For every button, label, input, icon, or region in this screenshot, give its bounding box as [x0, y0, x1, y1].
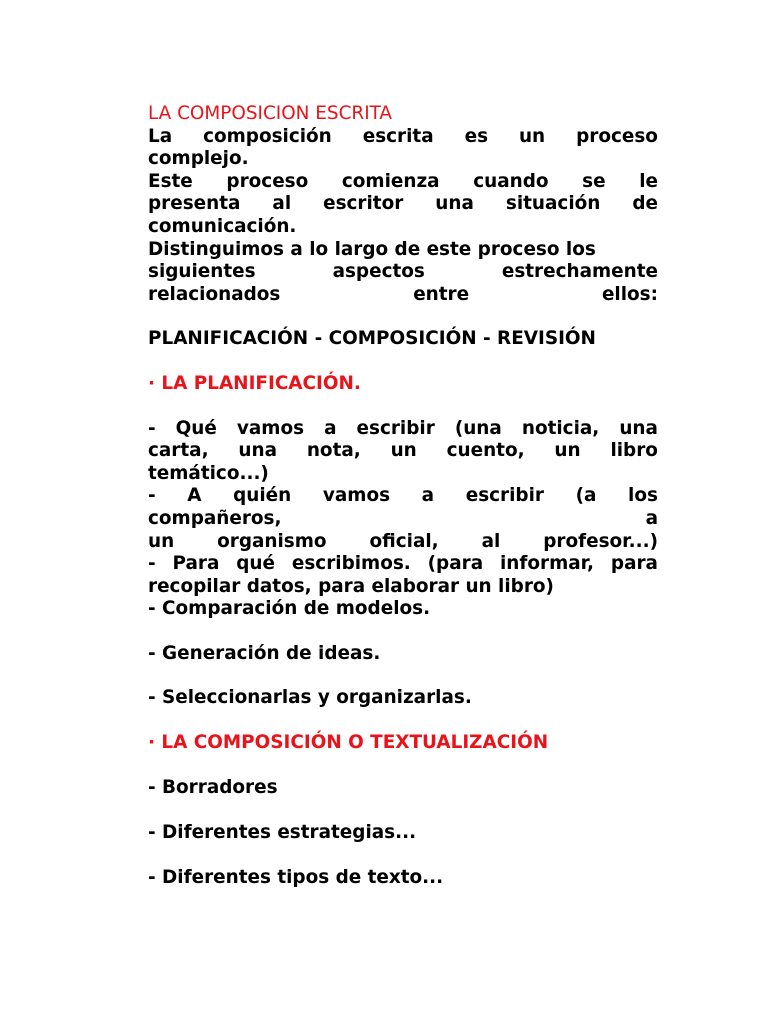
word: Este — [148, 170, 193, 192]
section-heading-composition: · LA COMPOSICIÓN O TEXTUALIZACIÓN — [148, 732, 549, 754]
intro-line — [148, 126, 658, 149]
word: escribir — [465, 485, 544, 507]
list-item-line — [148, 576, 658, 599]
word: Para — [172, 553, 220, 575]
word: oficial, — [369, 530, 439, 552]
word: (a — [575, 485, 597, 507]
word: compañeros, — [148, 507, 282, 529]
word: relacionados — [148, 283, 281, 305]
intro-line — [148, 148, 658, 171]
intro-line — [148, 171, 658, 194]
word: los — [628, 485, 658, 507]
word: temático...) — [148, 462, 269, 484]
word: recopilar datos, para elaborar un libro) — [148, 575, 554, 597]
intro-line — [148, 216, 658, 239]
word: composición — [203, 125, 332, 147]
list-item-strategies: - Diferentes estrategias... — [148, 822, 417, 844]
word: Distinguimos a lo largo de este proceso los — [148, 238, 596, 260]
intro-line — [148, 193, 658, 216]
word: ellos: — [601, 283, 658, 305]
word: es — [464, 125, 489, 147]
word: una — [619, 417, 658, 439]
list-item-ideas: - Generación de ideas. — [148, 642, 381, 664]
list-item-line — [148, 553, 658, 576]
word: le — [639, 170, 658, 192]
list-item-line — [148, 598, 658, 621]
word: comunicación. — [148, 215, 297, 237]
word: noticia, — [521, 417, 600, 439]
word: entre — [413, 283, 470, 305]
word: aspectos — [332, 261, 425, 283]
document-page — [148, 103, 658, 889]
word: - Comparación de modelos. — [148, 598, 431, 620]
list-item-line — [148, 485, 658, 508]
word: al — [481, 530, 501, 552]
word: profesor...) — [543, 530, 658, 552]
list-item-drafts: - Borradores — [148, 776, 278, 798]
word: a — [421, 485, 435, 507]
intro-line — [148, 239, 658, 262]
word: cuento, — [446, 440, 525, 462]
list-item-select: - Seleccionarlas y organizarlas. — [148, 687, 472, 709]
list-item-line — [148, 531, 658, 554]
planning-list — [148, 418, 658, 621]
word: - — [148, 485, 156, 507]
word: se — [582, 170, 606, 192]
word: vamos — [236, 417, 305, 439]
word: comienza — [341, 170, 440, 192]
intro-line — [148, 284, 658, 307]
word: un — [148, 530, 175, 552]
word: (para — [427, 553, 484, 575]
word: organismo — [217, 530, 327, 552]
word: complejo. — [148, 148, 249, 170]
word: (una — [454, 417, 502, 439]
word: a — [645, 507, 658, 529]
list-item-line — [148, 418, 658, 441]
word: La — [148, 125, 173, 147]
list-item-line — [148, 440, 658, 463]
word: una — [435, 193, 474, 215]
word: libro — [610, 440, 658, 462]
word: una — [238, 440, 278, 462]
word: escribimos. — [291, 553, 411, 575]
list-item-line — [148, 508, 658, 531]
list-item-types: - Diferentes tipos de texto... — [148, 866, 444, 888]
word: un — [518, 125, 546, 147]
word: de — [632, 193, 658, 215]
word: carta, — [148, 440, 209, 462]
word: nota, — [306, 440, 361, 462]
word: un — [554, 440, 581, 462]
intro-paragraph — [148, 126, 658, 307]
word: Qué — [175, 417, 217, 439]
word: A — [187, 485, 202, 507]
word: al — [272, 193, 292, 215]
word: qué — [236, 553, 275, 575]
word: vamos — [322, 485, 391, 507]
stages-line: PLANIFICACIÓN - COMPOSICIÓN - REVISIÓN — [148, 328, 596, 350]
word: siguientes — [148, 261, 256, 283]
intro-line — [148, 261, 658, 284]
word: cuando — [473, 170, 549, 192]
word: quién — [233, 485, 292, 507]
word: escribir — [356, 417, 435, 439]
document-title: LA COMPOSICION ESCRITA — [148, 103, 393, 124]
word: proceso — [576, 125, 658, 147]
word: un — [390, 440, 417, 462]
word: - — [148, 417, 156, 439]
list-item-line — [148, 463, 658, 486]
word: para — [610, 553, 658, 575]
word: escrita — [362, 125, 434, 147]
word: a — [324, 417, 337, 439]
word: escritor — [323, 193, 404, 215]
word: situación — [505, 193, 601, 215]
word: proceso — [226, 170, 309, 192]
word: informar, — [500, 553, 595, 575]
word: estrechamente — [501, 261, 658, 283]
word: presenta — [148, 193, 241, 215]
section-heading-planning: · LA PLANIFICACIÓN. — [148, 372, 361, 394]
word: - — [148, 553, 156, 575]
